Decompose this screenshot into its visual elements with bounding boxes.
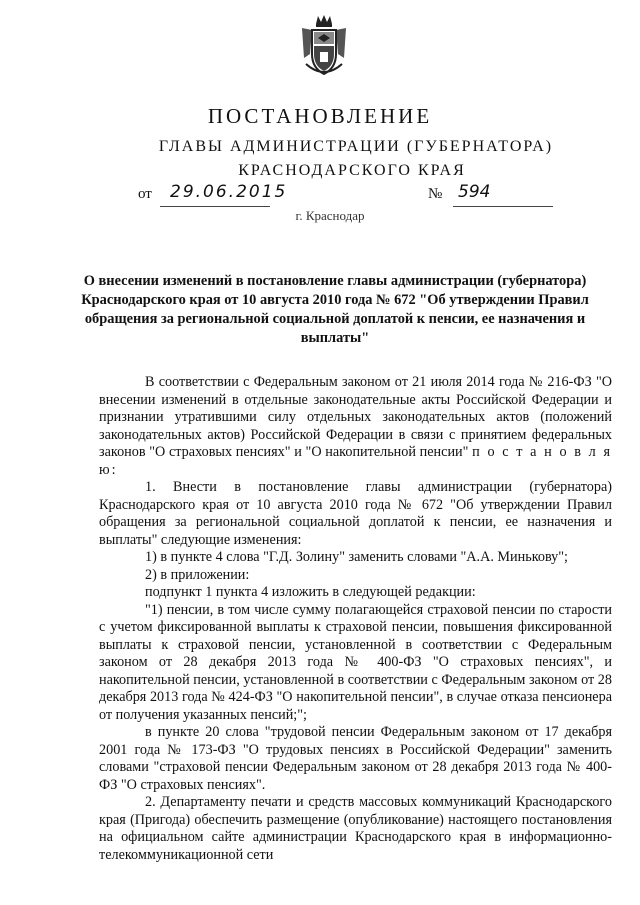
document-body xyxy=(99,374,612,864)
document-title: О внесении изменений в постановление главы администрации (губернатора) Краснодарского края от 10 августа 2010 года № 672 "Об утверждении Правил обращения за региональной социальной доплатой к пенсии, ее назначения и выплаты" xyxy=(81,273,589,346)
paragraph-point-20: в пункте 20 слова "трудовой пенсии Федеральным законом от 17 декабря 2001 года № 173-ФЗ "О трудовых пенсиях в Российской Федерации" заменить словами "страховой пенсии Федеральным законом от 28 декабря 2013 года № 400-ФЗ "О страховых пенсиях". xyxy=(99,724,612,793)
paragraph-item-1: 1. Внести в постановление главы администрации (губернатора) Краснодарского края от 10 августа 2010 года № 672 "Об утверждении Правил обращения за региональной социальной доплатой к пенсии, ее назначения и выплаты" следующие изменения: xyxy=(99,479,612,548)
coat-of-arms-icon xyxy=(298,14,350,78)
paragraph-subpoint: подпункт 1 пункта 4 изложить в следующей редакции: xyxy=(145,584,476,600)
paragraph-subitem-1: 1) в пункте 4 слова "Г.Д. Золину" заменить словами "А.А. Минькову"; xyxy=(145,549,569,565)
issuer-line-1: ГЛАВЫ АДМИНИСТРАЦИИ (ГУБЕРНАТОРА) xyxy=(158,138,554,155)
number-value: 594 xyxy=(458,182,491,202)
resolve-word: п о с т а н о в л я ю: xyxy=(99,444,612,478)
paragraph-quote: "1) пенсии, в том числе сумму полагающейся страховой пенсии по старости с учетом фиксированной выплаты к страховой пенсии, повышения фиксированной выплаты к страховой пенсии, установленной в соответствии с Федеральным законом от 28 декабря 2013 года № 400-ФЗ "О страховых пенсиях", и накопительной пенсии, установленной в соответствии с Федеральным законом от 28 декабря 2013 года № 424-ФЗ "О накопительной пенсии", в случае отказа пенсионера от получения указанных пенсий;"; xyxy=(99,601,612,723)
date-value: 29.06.2015 xyxy=(170,182,288,202)
paragraph-preamble xyxy=(99,374,612,479)
issuer-line-2: КРАСНОДАРСКОГО КРАЯ xyxy=(238,162,466,179)
preamble-text: В соответствии с Федеральным законом от 21 июля 2014 года № 216-ФЗ "О внесении изменений в отдельные законодательные акты Российской Федерации и признании утратившими силу отдельных законодательных актов (положений законодательных актов) Российской Федерации в связи с принятием федеральных законов "О страховых пенсиях" и "О накопительной пенсии" xyxy=(99,374,612,460)
paragraph-item-2: 2. Департаменту печати и средств массовых коммуникаций Краснодарского края (Пригода) обеспечить размещение (опубликование) настоящего постановления на официальном сайте администрации Краснодарского края в информационно-телекоммуникационной сети xyxy=(99,794,612,863)
date-prefix: от xyxy=(138,186,152,202)
paragraph-subitem-2: 2) в приложении: xyxy=(145,566,250,583)
number-prefix: № xyxy=(428,186,443,202)
city-label: г. Краснодар xyxy=(295,208,365,223)
document-type: ПОСТАНОВЛЕНИЕ xyxy=(207,104,433,128)
